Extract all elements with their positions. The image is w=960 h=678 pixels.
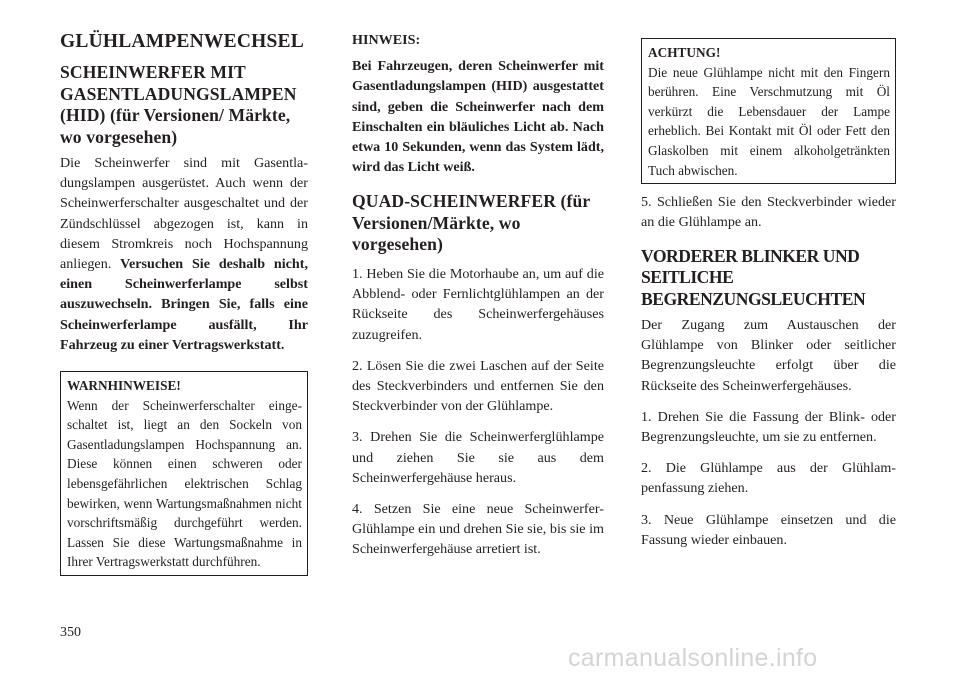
quad-step-1: 1. Heben Sie die Motorhaube an, um auf die Abblend- oder Fernlichtglühlampen an der Rückseite des Scheinwerfergehäuses zuzugreifen. [352,265,604,343]
hid-paragraph-bold: Versuchen Sie deshalb nicht, einen Scheinwerferlampe selbst auszuwechseln. Bringen Sie, falls eine Scheinwerferlampe ausfällt, Ihr Fahrzeug zu einer Vertragswerkstatt. [60,256,308,353]
note-text: Bei Fahrzeugen, deren Scheinwerfer mit Gasentladungslampen (HID) ausgestattet sind, geben die Scheinwerfer nach dem Einschalten ein bläuliches Licht ab. Nach etwa 10 Sekunden, wenn das System lädt, wird das Licht weiß. [352,58,604,176]
caution-box [641,38,896,184]
turn-signal-step-3: 3. Neue Glühlampe einsetzen und die Fassung wieder einbauen. [641,511,896,548]
section-heading-turn-signal: VORDERER BLINKER UND SEITLICHE BEGRENZUNGSLEUCHTEN [641,245,866,309]
quad-step-5: 5. Schließen Sie den Steckverbinder wieder an die Glühlampe an. [641,194,896,231]
hid-paragraph [60,153,308,355]
note-title: HINWEIS: [352,32,421,48]
column-middle [352,30,604,560]
quad-step-4: 4. Setzen Sie eine neue Scheinwerfer-Glühlampe ein und drehen Sie sie, bis sie im Scheinwerfergehäuse arretiert ist. [352,500,604,558]
column-left [60,30,308,576]
quad-step-3: 3. Drehen Sie die Scheinwerferglühlampe und ziehen Sie sie aus dem Scheinwerfergehäuse heraus. [352,429,604,486]
section-heading-hid: SCHEINWERFER MIT GASENTLADUNGSLAMPEN (HID) (für Versionen/ Märkte, wo vorgesehen) [60,62,297,147]
page-title: GLÜHLAMPENWECHSEL [60,31,304,52]
page-number: 350 [60,625,81,640]
caution-title: ACHTUNG! [648,45,721,60]
turn-signal-step-1: 1. Drehen Sie die Fassung der Blink- oder Begrenzungsleuchte, um sie zu entfernen. [641,408,896,446]
warning-title: WARNHINWEISE! [67,378,181,394]
turn-signal-step-2: 2. Die Glühlampe aus der Glühlampenfassung ziehen. [641,460,896,497]
turn-signal-intro: Der Zugang zum Austauschen der Glühlampe von Blinker oder seitlicher Begrenzungsleuchte erfolgt über die Rückseite des Scheinwerfergehäuses. [641,317,896,394]
column-right [641,38,896,550]
warning-box [60,371,308,576]
caution-text: Die neue Glühlampe nicht mit den Fingern berühren. Eine Verschmutzung mit Öl verkürzt die Lebensdauer der Lampe erheblich. Bei Kontakt mit Öl oder Fett den Glaskolben mit einem alkoholgetränkten Tuch abwischen. [648,64,890,178]
quad-step-2: 2. Lösen Sie die zwei Laschen auf der Seite des Steckverbinders und entfernen Sie den Steckverbinder von der Glühlampe. [352,357,604,415]
warning-text: Wenn der Scheinwerferschalter eingeschaltet ist, liegt an den Sockeln von Gasentladungslampen Hochspannung an. Diese können einen schweren oder lebensgefährlichen elektrischen Schlag bewirken, wenn Wartungsmaßnahmen nicht vorschriftsmäßig durchgeführt werden. Lassen Sie diese Wartungsmaßnahme in Ihrer Vertragswerkstatt durchführen. [67,397,302,570]
hid-paragraph-normal: Die Scheinwerfer sind mit Gasentladungslampen ausgerüstet. Auch wenn der Scheinwerferschalter ausgeschaltet und der Zündschlüssel abgezogen ist, kann in diesem Stromkreis noch Hochspannung anliegen. [60,155,308,273]
watermark: carmanualsonline.info [568,644,818,672]
section-heading-quad: QUAD-SCHEINWERFER (für Versionen/Märkte, wo vorgesehen) [352,191,590,255]
